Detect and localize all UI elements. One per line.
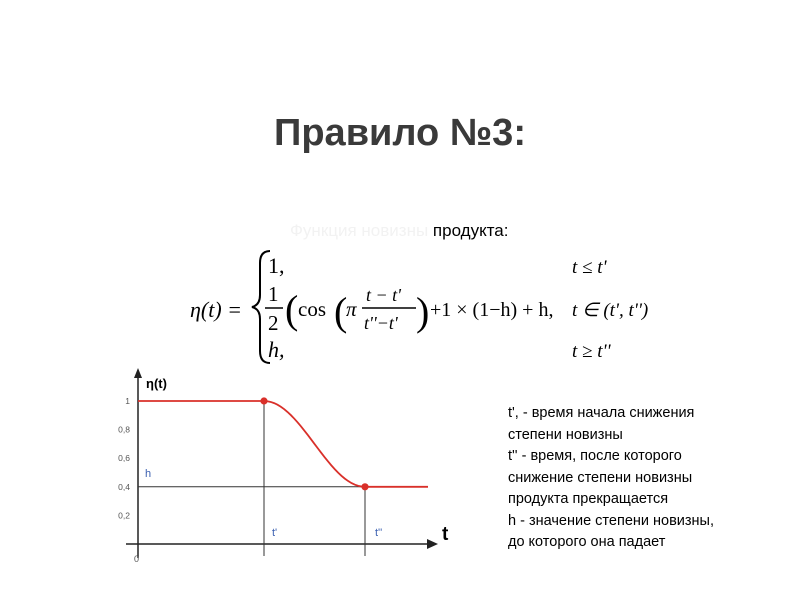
case1-condition: t ≤ t' bbox=[572, 257, 607, 278]
legend-notes bbox=[508, 403, 788, 554]
y-tick-label: 0,4 bbox=[118, 481, 130, 492]
h-label: h bbox=[145, 467, 152, 480]
case2-cos: cos bbox=[298, 297, 326, 321]
t-double-prime-label: t'' bbox=[375, 527, 383, 539]
y-tick-label: 0,2 bbox=[118, 510, 130, 521]
caption-faint-text: Функция новизны bbox=[290, 221, 429, 240]
note-line: t'' - время, после которого bbox=[508, 448, 682, 464]
y-axis-title: η(t) bbox=[146, 376, 167, 391]
note-line: степени новизны bbox=[508, 426, 623, 443]
case2-half-denominator: 2 bbox=[268, 311, 279, 335]
note-line: h - значение степени новизны, bbox=[508, 512, 714, 529]
note-line: снижение степени новизны bbox=[508, 469, 693, 486]
case2-pi: π bbox=[346, 297, 357, 321]
case2-paren-open: ( bbox=[285, 287, 299, 332]
slide-title: Правило №3: bbox=[274, 112, 526, 154]
note-line: продукта прекращается bbox=[508, 491, 669, 507]
origin-label: 0 bbox=[134, 554, 140, 564]
formula-lhs: η(t) = bbox=[190, 297, 243, 322]
x-axis-arrow bbox=[427, 539, 438, 549]
t-prime-point bbox=[260, 397, 267, 404]
novelty-curve bbox=[138, 401, 428, 487]
case2-frac-numerator: t − t' bbox=[366, 285, 401, 305]
case2-condition: t ∈ (t', t'') bbox=[572, 300, 649, 321]
novelty-formula bbox=[188, 245, 668, 365]
case2-frac-denominator: t''−t' bbox=[364, 313, 398, 333]
novelty-graph bbox=[112, 366, 460, 576]
y-tick-label: 0,6 bbox=[118, 453, 130, 464]
x-axis-title: t bbox=[442, 524, 449, 545]
caption-dark-text: продукта: bbox=[428, 221, 509, 240]
note-line: t', - время начала снижения bbox=[508, 405, 695, 421]
case2-tail: +1 × (1−h) + h, bbox=[430, 299, 554, 321]
y-tick-label: 1 bbox=[125, 396, 130, 406]
t-double-prime-point bbox=[361, 483, 368, 490]
case3-condition: t ≥ t'' bbox=[572, 341, 611, 362]
case2-inner-paren-close: ) bbox=[416, 289, 430, 334]
note-line: до которого она падает bbox=[508, 534, 666, 550]
case3-value: h, bbox=[268, 337, 285, 362]
formula-caption bbox=[290, 221, 508, 241]
y-axis-arrow bbox=[134, 368, 142, 378]
case2-inner-paren-open: ( bbox=[334, 289, 348, 334]
y-tick-label: 0,8 bbox=[118, 424, 130, 435]
case1-value: 1, bbox=[268, 253, 285, 278]
t-prime-label: t' bbox=[272, 527, 278, 539]
case2-half-numerator: 1 bbox=[268, 282, 279, 306]
